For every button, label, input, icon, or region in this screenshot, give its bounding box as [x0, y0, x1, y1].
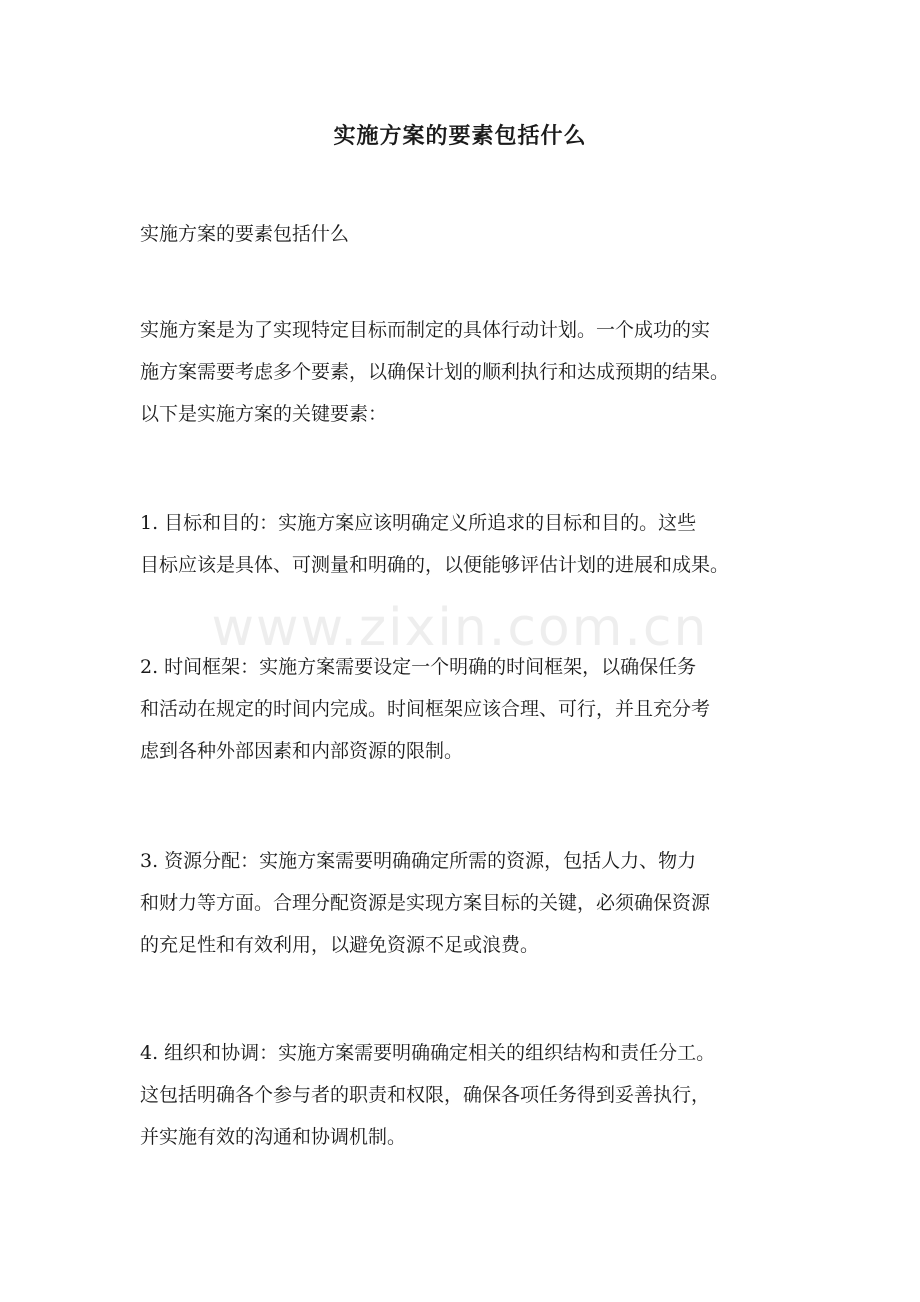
- text-line: 1. 目标和目的：实施方案应该明确定义所追求的目标和目的。这些: [140, 512, 697, 534]
- text-line: 2. 时间框架：实施方案需要设定一个明确的时间框架，以确保任务: [140, 656, 697, 678]
- document-subtitle: 实施方案的要素包括什么: [140, 223, 350, 245]
- watermark: www.zixin.com.cn: [211, 598, 709, 658]
- text-line: 和活动在规定的时间内完成。时间框架应该合理、可行，并且充分考: [140, 698, 711, 720]
- text-line: 3. 资源分配：实施方案需要明确确定所需的资源，包括人力、物力: [140, 850, 697, 872]
- text-line: 施方案需要考虑多个要素，以确保计划的顺利执行和达成预期的结果。: [140, 361, 730, 383]
- intro-paragraph: [140, 309, 800, 435]
- text-line: 实施方案是为了实现特定目标而制定的具体行动计划。一个成功的实: [140, 319, 711, 341]
- text-line: 虑到各种外部因素和内部资源的限制。: [140, 740, 464, 762]
- text-line: 和财力等方面。合理分配资源是实现方案目标的关键，必须确保资源: [140, 892, 711, 914]
- text-line: 的充足性和有效利用，以避免资源不足或浪费。: [140, 934, 540, 956]
- list-item-goals: [140, 502, 800, 586]
- document-title: 实施方案的要素包括什么: [333, 123, 587, 149]
- text-line: 并实施有效的沟通和协调机制。: [140, 1126, 407, 1148]
- text-line: 目标应该是具体、可测量和明确的，以便能够评估计划的进展和成果。: [140, 554, 730, 576]
- text-line: 4. 组织和协调：实施方案需要明确确定相关的组织结构和责任分工。: [140, 1042, 716, 1064]
- list-item-timeframe: [140, 646, 800, 772]
- list-item-organization: [140, 1032, 800, 1158]
- text-line: 以下是实施方案的关键要素：: [140, 403, 388, 425]
- list-item-resources: [140, 840, 800, 966]
- text-line: 这包括明确各个参与者的职责和权限，确保各项任务得到妥善执行，: [140, 1084, 711, 1106]
